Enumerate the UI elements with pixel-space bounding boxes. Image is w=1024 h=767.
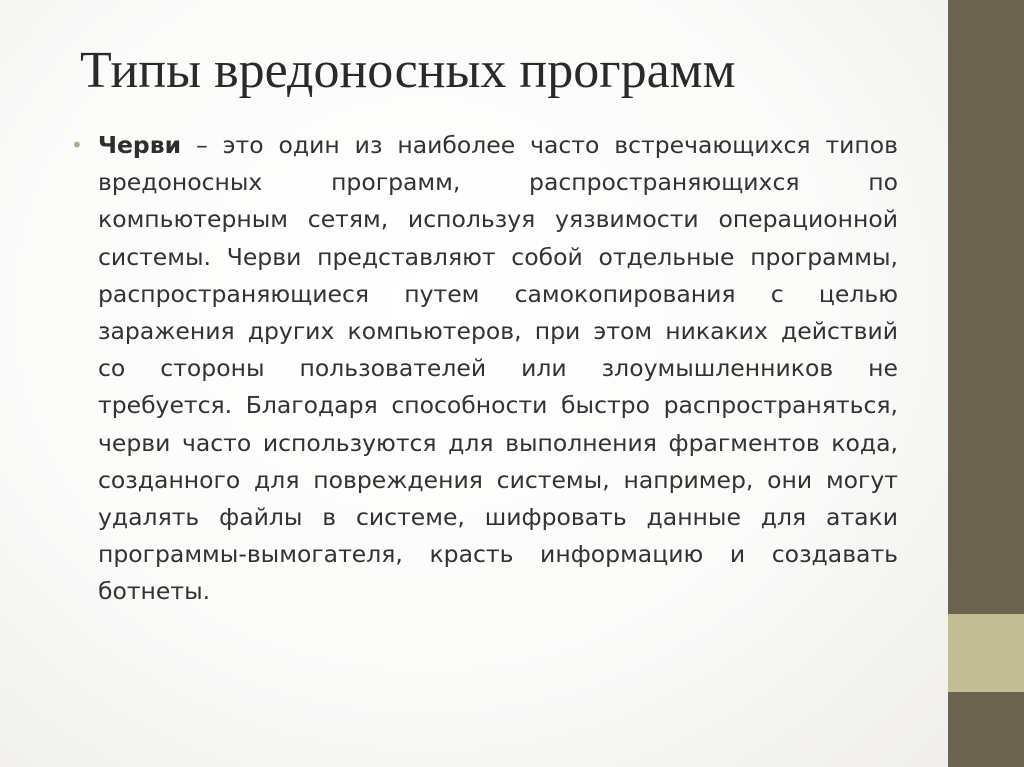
bullet-item-worms (68, 127, 898, 611)
decorative-sidebar-accent (948, 614, 1024, 692)
bullet-term: Черви (98, 131, 182, 159)
bullet-text: – это один из наиболее часто встречающихся типов вредоносных программ, распространяющихся по компьютерным сетям, используя уязвимости операционной системы. Черви представляют собой отдельные программы, распространяющиеся путем самокопирования с целью заражения других компьютеров, при этом никаких действий со стороны пользователей или злоумышленников не требуется. Благодаря способности быстро распространяться, черви часто используются для выполнения фрагментов кода, созданного для повреждения системы, например, они могут удалять файлы в системе, шифровать данные для атаки программы-вымогателя, красть информацию и создавать ботнеты. (98, 131, 898, 606)
slide-title: Типы вредоносных программ (80, 42, 736, 99)
bullet-marker: • (71, 133, 83, 157)
decorative-sidebar (948, 0, 1024, 767)
bullet-list (68, 127, 898, 611)
